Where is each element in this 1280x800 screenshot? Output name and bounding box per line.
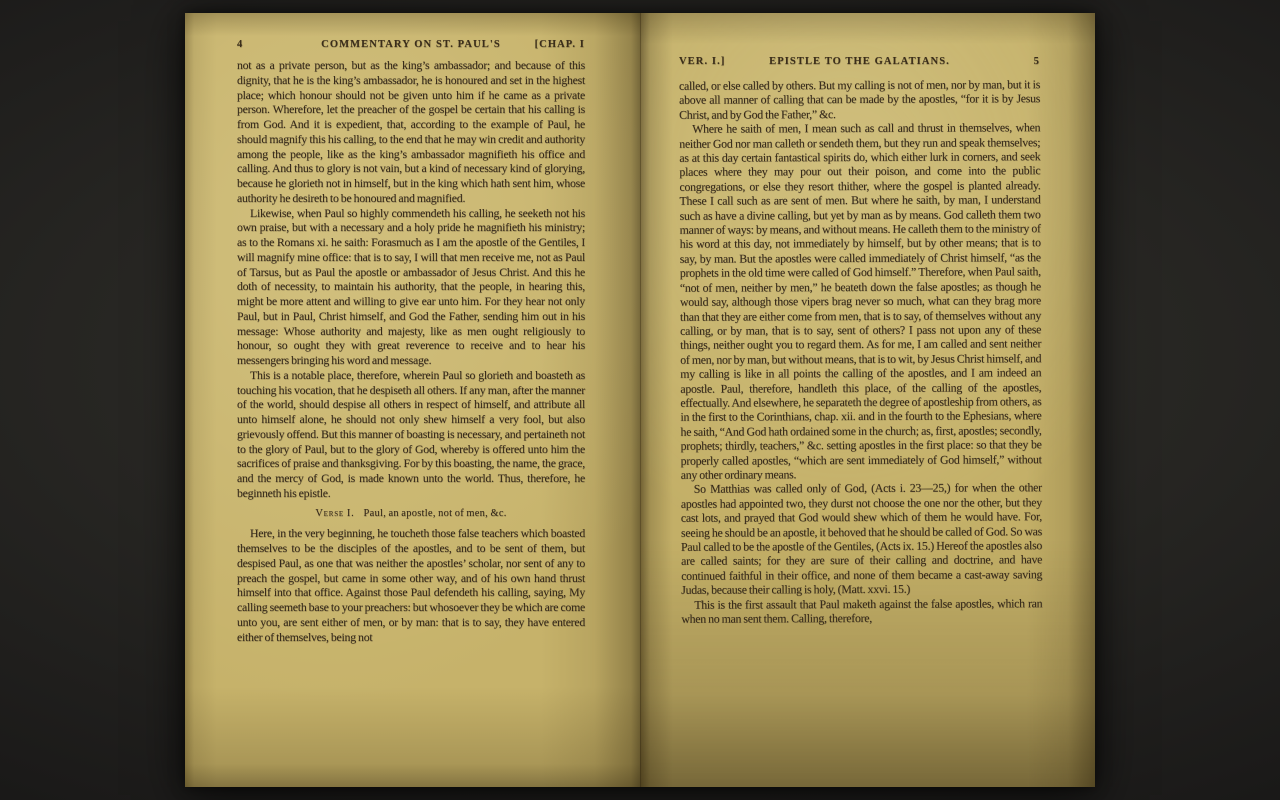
left-page-number: 4	[237, 39, 244, 50]
paragraph: Here, in the very beginning, he toucheth those false teachers which boasted themselves to be the disciples of the apostles, and to be sent of them, but despised Paul, as one that was neither the apostles’ scholar, nor sent of any to preach the gospel, but came in some other way, and of his own hand thrust himself into that office. Against those Paul defendeth his calling, saying, My calling seemeth base to your preachers: but whosoever they be which are come unto you, are sent either of men, or by man: that is to say, they have entered either of themselves, being not	[237, 526, 585, 644]
paragraph: This is the first assault that Paul maketh against the false apostles, which ran when no man sent them. Calling, therefore,	[681, 595, 1043, 626]
left-running-head	[237, 39, 585, 50]
right-running-title: EPISTLE TO THE GALATIANS.	[769, 56, 950, 67]
paragraph: Likewise, when Paul so highly commendeth his calling, he seeketh not his own praise, but with a necessary and a holy pride he magnifieth his ministry; as to the Romans xi. he saith: Forasmuch as I am the apostle of the Gentiles, I will magnify mine office: that is to say, I will that men receive me, not as Paul of Tarsus, but as Paul the apostle or ambassador of Jesus Christ. And this he doth of necessity, to maintain his authority, that the people, in hearing this, might be more attent and willing to give ear unto him. For they hear not only Paul, but in Paul, Christ himself, and God the Father, sending him out in his message: Whose authority and majesty, like as men ought religiously to honour, so ought they with great reverence to receive and to hear his messengers bringing his word and message.	[237, 205, 585, 367]
verse-heading: Verse I. Paul, an apostle, not of men, &c.	[315, 507, 507, 519]
right-running-head	[679, 56, 1040, 67]
right-page	[640, 13, 1095, 787]
paragraph: Where he saith of men, I mean such as call and thrust in themselves, when neither God nor man calleth or sendeth them, but they run and speak themselves; as at this day certain fantastical spirits do, which either lurk in corners, and seek places where they may pour out their poison, and come into the public congregations, or else they resort thither, where the gospel is planted already. These I call such as are sent of men. But where he saith, by man, I understand such as have a divine calling, but yet by man as by means. God calleth them two manner of ways: by means, and without means. He calleth them to the ministry of his word at this day, not immediately by himself, but by other means; that is to say, by man. But the apostles were called immediately of Christ himself, “as the prophets in the old time were called of God himself.” Therefore, when Paul saith, “not of men, neither by men,” he beateth down the false apostles; as though he would say, although those vipers brag never so much, what can they brag more than that they are either come from men, that is to say, of themselves without any calling, or by man, that is to say, sent of others? I pass not upon any of these things, neither ought you to regard them. As for me, I am called and sent neither of men, nor by man, but without means, that is to wit, by Jesus Christ himself, and my calling is like in all points the calling of the apostles, and I am indeed an apostle. Paul, therefore, handleth this place, of the calling of the apostles, effectually. And elsewhere, he separateth the degree of apostleship from others, as in the first to the Corinthians, chap. xii. and in the fourth to the Ephesians, where he saith, “And God hath ordained some in the church; as, first, apostles; secondly, prophets; thirdly, teachers,” &c. setting apostles in the first place: so that they be properly called apostles, “which are sent immediately of God himself,” without any other ordinary means.	[679, 120, 1042, 482]
right-verse-marker: VER. I.]	[679, 56, 726, 67]
book-spread	[185, 13, 1095, 787]
paragraph: not as a private person, but as the king’s ambassador; and because of this dignity, that he is the king’s ambassador, he is honoured and set in the highest place; which honour should not be given unto him if he came as a private person. Wherefore, let the preacher of the gospel be certain that his calling is from God. And it is expedient, that, according to the example of Paul, he should magnify this his calling, to the end that he may win credit and authority among the people, like as the king’s ambassador magnifieth his office and calling. And thus to glory is not vain, but a kind of necessary kind of glorying, because he glorieth not in himself, but in the king which hath sent him, whose authority he desireth to be honoured and magnified.	[237, 58, 585, 205]
right-page-number: 5	[1033, 56, 1040, 67]
paragraph: called, or else called by others. But my calling is not of men, nor by man, but it is above all manner of calling that can be made by the apostles, “for it is by Jesus Christ, and by God the Father,” &c.	[679, 77, 1041, 122]
right-page-body	[679, 77, 1042, 626]
left-running-title: COMMENTARY ON ST. PAUL'S	[321, 39, 501, 50]
left-page	[185, 13, 640, 787]
left-page-body	[237, 58, 585, 644]
paragraph: So Matthias was called only of God, (Acts i. 23—25,) for when the other apostles had appointed two, they durst not choose the one nor the other, but they cast lots, and prayed that God would shew which of them he would have. For, seeing he should be an apostle, it behoved that he should be called of God. So was Paul called to be the apostle of the Gentiles, (Acts ix. 15.) Hereof the apostles also are called saints; for they are sure of their calling and doctrine, and have continued faithful in their office, and none of them became a cast-away saving Judas, because their calling is holy, (Matt. xxvi. 15.)	[680, 480, 1043, 598]
left-chapter-marker: [CHAP. I	[534, 39, 585, 50]
paragraph: This is a notable place, therefore, wherein Paul so glorieth and boasteth as touching his vocation, that he despiseth all others. If any man, after the manner of the world, should despise all others in respect of himself, and attribute all unto himself alone, he should not only shew himself a very fool, but also grievously offend. But this manner of boasting is necessary, and pertaineth not to the glory of Paul, but to the glory of God, whereby is offered unto him the sacrifices of praise and thanksgiving. For by this boasting, the name, the grace, and the mercy of God, is made known unto the world. Thus, therefore, he beginneth his epistle.	[237, 367, 585, 500]
